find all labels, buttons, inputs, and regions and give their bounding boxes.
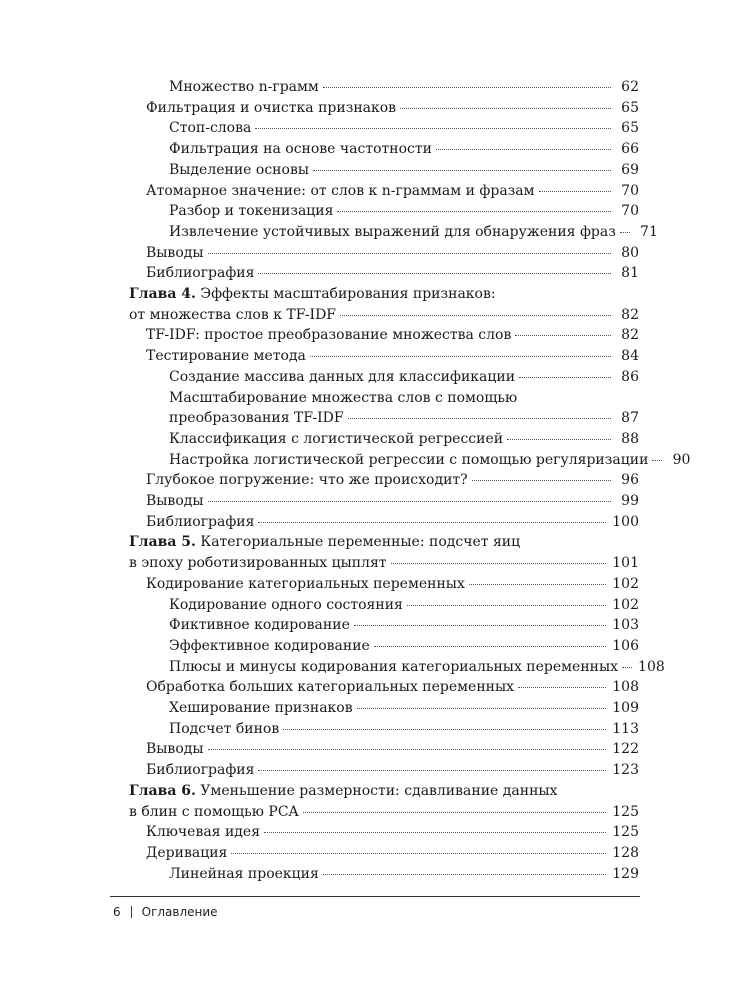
toc-entry[interactable]: [129, 305, 639, 325]
dot-leader: [208, 737, 607, 750]
toc-entry[interactable]: [129, 367, 639, 387]
toc-entry-title: [169, 864, 323, 884]
dot-leader: [620, 220, 630, 233]
toc-entry-title: [169, 408, 348, 428]
toc-entry-title: [169, 388, 521, 408]
dot-leader: [283, 717, 606, 730]
toc-title-text: Уменьшение размерности: сдавливание данных: [200, 782, 558, 799]
toc-page-number: 128: [612, 844, 639, 861]
toc-entry[interactable]: [129, 636, 639, 656]
toc-entry-line: [146, 346, 639, 366]
toc-entry-line: [146, 243, 639, 263]
dot-leader: [469, 572, 606, 585]
toc-page-number: 62: [621, 79, 639, 95]
toc-entry[interactable]: [129, 802, 639, 822]
toc-entry-line: [169, 657, 665, 677]
toc-entry[interactable]: [129, 677, 639, 697]
toc-entry-line: [146, 760, 639, 780]
dot-leader: [354, 613, 606, 626]
toc-entry[interactable]: [129, 160, 639, 180]
toc-page-number: 70: [621, 203, 639, 220]
toc-title-text: Фиктивное кодирование: [169, 617, 350, 634]
toc-title-text: Тестирование метода: [146, 348, 306, 365]
toc-entry-line: [169, 408, 639, 428]
toc-title-text: в блин с помощью PCA: [129, 803, 299, 820]
page-footer: [113, 905, 218, 919]
toc-page-number: 70: [621, 182, 639, 199]
toc-title-text: Извлечение устойчивых выражений для обнаружения фраз: [169, 223, 616, 240]
dot-leader: [472, 468, 611, 481]
toc-title-text: Выводы: [146, 741, 204, 758]
toc-title-text: Категориальные переменные: подсчет яиц: [200, 534, 521, 551]
toc-entry[interactable]: [129, 864, 639, 884]
toc-title-text: TF-IDF: простое преобразование множества слов: [146, 327, 512, 344]
toc-title-text: Библиография: [146, 265, 255, 282]
dot-leader: [622, 655, 632, 668]
toc-title-text: Деривация: [146, 844, 228, 861]
dot-leader: [519, 365, 611, 378]
toc-page-number: 101: [612, 555, 639, 572]
toc-entry[interactable]: [129, 491, 639, 511]
toc-entry[interactable]: [129, 532, 639, 552]
toc-entry-title: [169, 367, 519, 387]
toc-entry[interactable]: [129, 429, 639, 449]
toc-entry-line: [169, 636, 639, 656]
toc-page-number: 96: [621, 472, 639, 489]
toc-entry-line: [146, 843, 639, 863]
toc-title-text: Библиография: [146, 513, 255, 530]
dot-leader: [258, 510, 606, 523]
toc-entry-title: [129, 802, 303, 822]
toc-entry[interactable]: [129, 760, 639, 780]
toc-entry-title: [146, 512, 258, 532]
toc-title-text: преобразования TF-IDF: [169, 410, 344, 427]
toc-entry-line: [146, 263, 639, 283]
toc-entry[interactable]: [129, 201, 639, 221]
toc-entry-line: [146, 739, 639, 759]
dot-leader: [264, 820, 606, 833]
toc-title-text: Хеширование признаков: [169, 700, 353, 716]
toc-entry-line: [129, 802, 639, 822]
toc-page-number: 108: [638, 658, 665, 675]
toc-entry-line: [146, 677, 639, 697]
toc-page-number: 109: [612, 700, 639, 716]
toc-entry-line: [169, 450, 691, 470]
toc-title-text: Выделение основы: [169, 161, 309, 178]
toc-entry-line: [129, 305, 639, 325]
dot-leader: [303, 800, 607, 813]
toc-entry-title: [146, 470, 472, 490]
toc-entry-line: [169, 388, 639, 408]
toc-entry-title: [129, 284, 500, 304]
toc-page-number: 82: [621, 306, 639, 323]
toc-entry-title: [146, 325, 515, 345]
dot-leader: [515, 323, 611, 336]
toc-title-text: в эпоху роботизированных цыплят: [129, 555, 387, 572]
toc-page-number: 106: [612, 637, 639, 654]
toc-page-number: 125: [612, 824, 639, 841]
toc-entry[interactable]: [129, 346, 639, 366]
dot-leader: [400, 96, 611, 109]
footer-section-title: Оглавление: [141, 905, 218, 919]
toc-entry-title: [146, 263, 258, 283]
dot-leader: [258, 758, 606, 771]
toc-entry-title: [129, 532, 524, 552]
dot-leader: [323, 862, 606, 875]
toc-page-number: 103: [612, 617, 639, 634]
toc-entry-title: [169, 719, 283, 739]
toc-page-number: 113: [612, 720, 639, 737]
toc-entry-line: [169, 864, 639, 884]
toc-entry[interactable]: [129, 181, 639, 201]
toc-entry-line: [146, 491, 639, 511]
toc-entry[interactable]: [129, 822, 639, 842]
toc-entry-title: [169, 636, 374, 656]
dot-leader: [539, 179, 611, 192]
toc-page-number: 80: [621, 244, 639, 261]
dot-leader: [407, 593, 606, 606]
toc-entry-line: [169, 77, 639, 97]
toc-entry[interactable]: [129, 843, 639, 863]
toc-entry[interactable]: [129, 657, 665, 677]
toc-title-text: Кодирование категориальных переменных: [146, 575, 465, 592]
toc-entry[interactable]: [129, 118, 639, 138]
toc-entry[interactable]: [129, 470, 639, 490]
toc-entry-title: [146, 98, 400, 118]
toc-page-number: 125: [612, 803, 639, 820]
toc-entry-line: [129, 553, 639, 573]
dot-leader: [337, 199, 611, 212]
toc-title-text: Множество n-грамм: [169, 79, 319, 95]
dot-leader: [374, 634, 606, 647]
toc-entry-title: [169, 657, 622, 677]
dot-leader: [340, 303, 611, 316]
toc-entry[interactable]: [129, 325, 639, 345]
dot-leader: [348, 406, 611, 419]
toc-page-number: 122: [612, 741, 639, 758]
toc-entry-title: [146, 843, 231, 863]
footer-divider: [110, 896, 640, 897]
toc-entry-title: [146, 346, 310, 366]
toc-title-text: Выводы: [146, 493, 204, 509]
toc-entry-line: [169, 139, 639, 159]
toc-page-number: 86: [621, 368, 639, 385]
toc-entry-line: [146, 512, 639, 532]
dot-leader: [357, 696, 607, 709]
toc-title-text: Выводы: [146, 244, 204, 261]
toc-page-number: 100: [612, 513, 639, 530]
toc-entry-title: [129, 781, 561, 801]
toc-title-text: Атомарное значение: от слов к n-граммам и фразам: [146, 182, 535, 199]
dot-leader: [436, 137, 611, 150]
toc-entry-line: [169, 429, 639, 449]
toc-page-number: 71: [640, 223, 658, 240]
toc-entry[interactable]: [129, 574, 639, 594]
dot-leader: [231, 841, 606, 854]
toc-entry-line: [169, 367, 639, 387]
toc-title-text: Фильтрация и очистка признаков: [146, 99, 397, 116]
toc-entry-title: [146, 574, 469, 594]
dot-leader: [255, 116, 611, 129]
toc-entry-title: [146, 822, 264, 842]
toc-entry-line: [169, 698, 639, 718]
toc-entry-line: [169, 201, 639, 221]
toc-entry-line: [169, 615, 639, 635]
dot-leader: [208, 241, 611, 254]
toc-entry-line: [169, 719, 639, 739]
toc-entry-line: [146, 181, 639, 201]
toc-title-text: Ключевая идея: [146, 824, 261, 841]
toc-entry-title: [146, 181, 539, 201]
toc-title-text: Эффективное кодирование: [169, 637, 370, 654]
toc-entry-title: [169, 615, 354, 635]
dot-leader: [208, 489, 611, 502]
toc-page-number: 90: [672, 451, 691, 468]
toc-entry-title: [169, 77, 323, 97]
toc-entry[interactable]: [129, 698, 639, 718]
toc-title-text: Обработка больших категориальных переменных: [146, 679, 515, 696]
toc-title-text: Создание массива данных для классификации: [169, 368, 516, 385]
toc-entry-title: [169, 201, 337, 221]
toc-entry[interactable]: [129, 553, 639, 573]
toc-entry-line: [146, 822, 639, 842]
toc-title-text: от множества слов к TF-IDF: [129, 306, 337, 323]
toc-page-number: 88: [621, 430, 639, 447]
toc-entry-title: [129, 305, 340, 325]
toc-entry[interactable]: [129, 263, 639, 283]
toc-page-number: 102: [612, 596, 639, 613]
toc-entry[interactable]: [129, 408, 639, 428]
toc-entry[interactable]: [129, 719, 639, 739]
toc-page-number: 108: [612, 679, 639, 696]
toc-entry[interactable]: [129, 388, 639, 408]
dot-leader: [391, 551, 607, 564]
toc-title-text: Настройка логистической регрессии с помощью регуляризации: [169, 451, 649, 468]
toc-entry-title: [169, 429, 507, 449]
toc-page-number: 129: [612, 865, 639, 882]
chapter-label: Глава 5.: [129, 534, 196, 551]
toc-entry[interactable]: [129, 222, 658, 242]
toc-title-text: Плюсы и минусы кодирования категориальных переменных: [169, 658, 619, 675]
toc-entry-title: [146, 760, 258, 780]
toc-entry[interactable]: [129, 139, 639, 159]
dot-leader: [310, 344, 611, 357]
toc-title-text: Кодирование одного состояния: [169, 596, 403, 613]
toc-entry-line: [169, 222, 658, 242]
toc-entry-title: [169, 450, 652, 470]
toc-entry[interactable]: [129, 450, 691, 470]
toc-entry-title: [169, 222, 620, 242]
toc-entry-line: [129, 781, 639, 801]
chapter-label: Глава 6.: [129, 782, 196, 799]
footer-page-number: 6: [113, 905, 121, 919]
toc-entry-title: [146, 491, 208, 511]
toc-page-number: 82: [621, 327, 639, 344]
toc-entry-title: [169, 139, 436, 159]
toc-title-text: Масштабирование множества слов с помощью: [169, 389, 518, 406]
toc-entry-line: [129, 284, 639, 304]
toc-page-number: 84: [621, 348, 639, 365]
toc-entry-line: [146, 470, 639, 490]
toc-entry[interactable]: [129, 781, 639, 801]
toc-title-text: Глубокое погружение: что же происходит?: [146, 472, 468, 489]
toc-entry-title: [129, 553, 391, 573]
toc-entry-title: [169, 698, 357, 718]
toc-page-number: 69: [621, 161, 639, 178]
toc-entry[interactable]: [129, 595, 639, 615]
toc-entry-line: [169, 595, 639, 615]
toc-entry[interactable]: [129, 98, 639, 118]
toc-entry-title: [169, 160, 313, 180]
toc-entry-title: [169, 595, 407, 615]
toc-page-number: 65: [621, 120, 639, 137]
toc-title-text: Разбор и токенизация: [169, 203, 334, 220]
toc-entry-line: [129, 532, 639, 552]
toc-entry-line: [146, 325, 639, 345]
dot-leader: [652, 448, 662, 461]
dot-leader: [323, 75, 611, 88]
dot-leader: [507, 427, 611, 440]
dot-leader: [518, 675, 606, 688]
footer-separator: [131, 906, 132, 918]
toc-title-text: Библиография: [146, 762, 255, 779]
toc-page-number: 87: [621, 410, 639, 427]
toc-page-number: 123: [612, 762, 639, 779]
toc-page-number: 99: [621, 493, 639, 509]
toc-title-text: Линейная проекция: [169, 865, 319, 882]
toc-page-number: 65: [621, 99, 639, 116]
toc-entry-line: [169, 118, 639, 138]
toc-title-text: Эффекты масштабирования признаков:: [200, 286, 496, 302]
toc-title-text: Стоп-слова: [169, 120, 252, 137]
toc-entry-line: [146, 574, 639, 594]
dot-leader: [313, 158, 611, 171]
toc-entry-title: [146, 677, 518, 697]
toc-entry[interactable]: [129, 739, 639, 759]
toc-page-number: 66: [621, 141, 639, 158]
toc-entry-line: [169, 160, 639, 180]
toc-entry-title: [146, 243, 208, 263]
dot-leader: [258, 261, 611, 274]
chapter-label: Глава 4.: [129, 286, 196, 302]
toc-entry[interactable]: [129, 243, 639, 263]
toc-entry[interactable]: [129, 615, 639, 635]
toc-page-number: 81: [621, 265, 639, 282]
toc-entry[interactable]: [129, 512, 639, 532]
toc-entry-line: [146, 98, 639, 118]
toc-title-text: Фильтрация на основе частотности: [169, 141, 432, 158]
toc-title-text: Классификация с логистической регрессией: [169, 430, 504, 447]
toc-title-text: Подсчет бинов: [169, 720, 280, 737]
toc-page-number: 102: [612, 575, 639, 592]
toc-entry-title: [169, 118, 255, 138]
toc-entry[interactable]: [129, 284, 639, 304]
toc-entry-title: [146, 739, 208, 759]
toc-entry[interactable]: [129, 77, 639, 97]
